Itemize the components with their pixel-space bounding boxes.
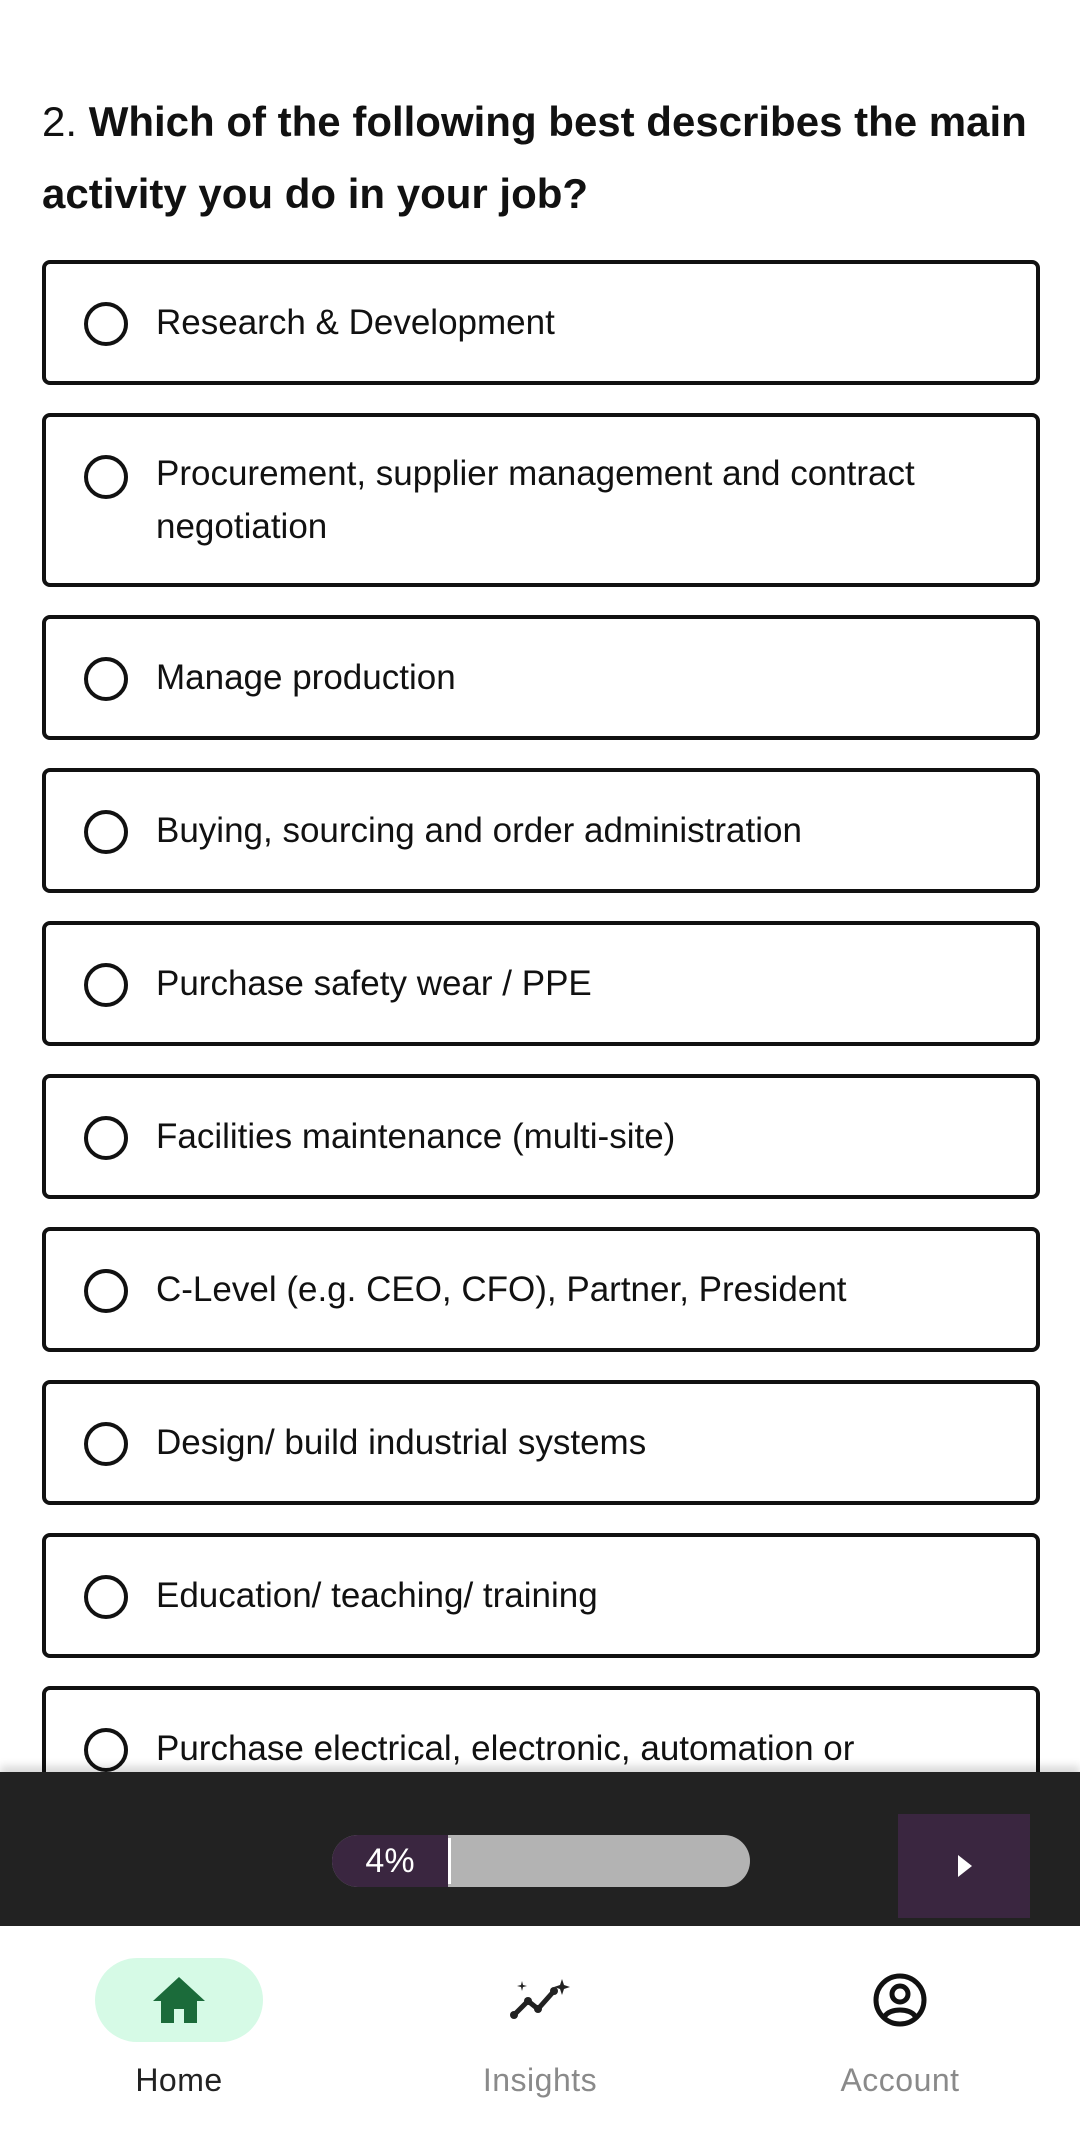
option-label: Facilities maintenance (multi-site)	[156, 1117, 676, 1156]
option-purchase-electrical[interactable]	[42, 1686, 1040, 1772]
radio-icon[interactable]	[84, 657, 128, 701]
options-list	[42, 260, 1040, 1772]
option-label: Purchase safety wear / PPE	[156, 964, 592, 1003]
radio-icon[interactable]	[84, 963, 128, 1007]
option-manage-production[interactable]	[42, 615, 1040, 740]
question-title	[42, 86, 1032, 230]
radio-icon[interactable]	[84, 1728, 128, 1772]
progress-footer	[0, 1772, 1080, 1926]
user-circle-icon	[872, 1972, 928, 2028]
nav-account[interactable]	[770, 1926, 1030, 2132]
nav-home-label: Home	[135, 2062, 223, 2098]
next-button[interactable]	[898, 1814, 1030, 1918]
nav-insights[interactable]	[410, 1926, 670, 2132]
nav-account-label: Account	[840, 2062, 960, 2098]
option-label: Education/ teaching/ training	[156, 1576, 598, 1615]
option-buying-sourcing[interactable]	[42, 768, 1040, 893]
option-c-level[interactable]	[42, 1227, 1040, 1352]
option-label: Research & Development	[156, 303, 555, 342]
option-safety-wear[interactable]	[42, 921, 1040, 1046]
radio-icon[interactable]	[84, 1269, 128, 1313]
nav-home[interactable]	[49, 1926, 309, 2132]
insights-icon-container	[456, 1958, 624, 2042]
play-triangle-icon	[949, 1851, 979, 1881]
progress-percent: 4%	[365, 1842, 415, 1880]
question-number: 2.	[42, 98, 78, 145]
nav-insights-label: Insights	[482, 2062, 598, 2098]
option-procurement[interactable]	[42, 413, 1040, 587]
radio-icon[interactable]	[84, 455, 128, 499]
radio-icon[interactable]	[84, 302, 128, 346]
home-icon-container	[95, 1958, 263, 2042]
option-label: Design/ build industrial systems	[156, 1423, 647, 1462]
option-label: Procurement, supplier management and contract negotiation	[156, 454, 915, 546]
option-design-build[interactable]	[42, 1380, 1040, 1505]
option-education[interactable]	[42, 1533, 1040, 1658]
option-facilities-maintenance[interactable]	[42, 1074, 1040, 1199]
radio-icon[interactable]	[84, 1116, 128, 1160]
home-icon	[151, 1975, 207, 2025]
option-label: C-Level (e.g. CEO, CFO), Partner, President	[156, 1270, 847, 1309]
radio-icon[interactable]	[84, 1575, 128, 1619]
bottom-navigation	[0, 1926, 1080, 2132]
radio-icon[interactable]	[84, 810, 128, 854]
question-text: Which of the following best describes the main activity you do in your job?	[42, 98, 1027, 217]
account-icon-container	[816, 1958, 984, 2042]
option-label: Manage production	[156, 658, 456, 697]
option-label: Buying, sourcing and order administration	[156, 811, 802, 850]
option-research-development[interactable]	[42, 260, 1040, 385]
radio-icon[interactable]	[84, 1422, 128, 1466]
progress-marker	[448, 1838, 451, 1884]
option-label: Purchase electrical, electronic, automation or	[156, 1729, 855, 1768]
sparkle-trend-icon	[508, 1975, 572, 2025]
